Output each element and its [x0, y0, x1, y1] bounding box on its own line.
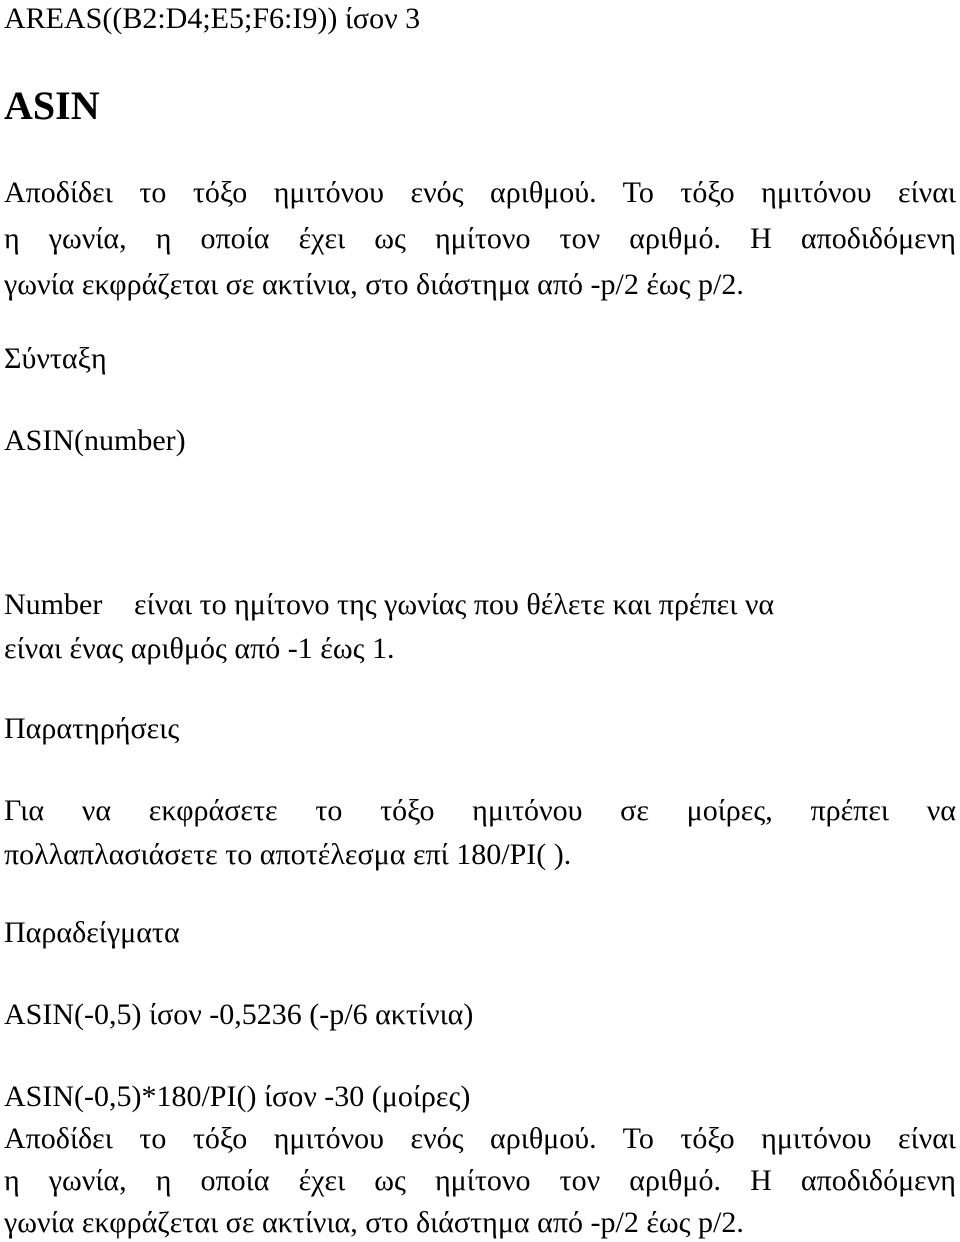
description-line-3: γωνία εκφράζεται σε ακτίνια, στο διάστημα από -p/2 έως p/2. — [4, 268, 744, 301]
remarks-label: Παρατηρήσεις — [4, 712, 180, 745]
argument-line-2: είναι ένας αριθμός από -1 έως 1. — [4, 632, 395, 665]
function-heading: ASIN — [4, 83, 100, 128]
repeat-description-line-2: η γωνία, η οποία έχει ως ημίτονο τον αριθμό. Η αποδιδόμενη — [4, 1164, 956, 1197]
argument-description-1: είναι το ημίτονο της γωνίας που θέλετε και πρέπει να — [134, 588, 775, 621]
repeat-description-line-1: Αποδίδει το τόξο ημιτόνου ενός αριθμού. Το τόξο ημιτόνου είναι — [4, 1122, 956, 1155]
repeat-description-line-3: γωνία εκφράζεται σε ακτίνια, στο διάστημα από -p/2 έως p/2. — [4, 1206, 744, 1239]
argument-line-1 — [4, 588, 774, 622]
example-line-2: ASIN(-0,5)*180/PI() ίσον -30 (μοίρες) — [4, 1080, 471, 1113]
argument-name: Number — [4, 588, 103, 621]
example-line-1: ASIN(-0,5) ίσον -0,5236 (-p/6 ακτίνια) — [4, 998, 474, 1031]
areas-example-line: AREAS((B2:D4;E5;F6:I9)) ίσον 3 — [4, 2, 421, 35]
remarks-line-2: πολλαπλασιάσετε το αποτέλεσμα επί 180/PI( ). — [4, 838, 572, 871]
remarks-line-1: Για να εκφράσετε το τόξο ημιτόνου σε μοίρες, πρέπει να — [4, 794, 956, 827]
description-line-1: Αποδίδει το τόξο ημιτόνου ενός αριθμού. Το τόξο ημιτόνου είναι — [4, 176, 956, 209]
description-line-2: η γωνία, η οποία έχει ως ημίτονο τον αριθμό. Η αποδιδόμενη — [4, 222, 956, 255]
syntax-label: Σύνταξη — [4, 342, 107, 375]
examples-label: Παραδείγματα — [4, 916, 180, 949]
syntax-text: ASIN(number) — [4, 424, 186, 457]
